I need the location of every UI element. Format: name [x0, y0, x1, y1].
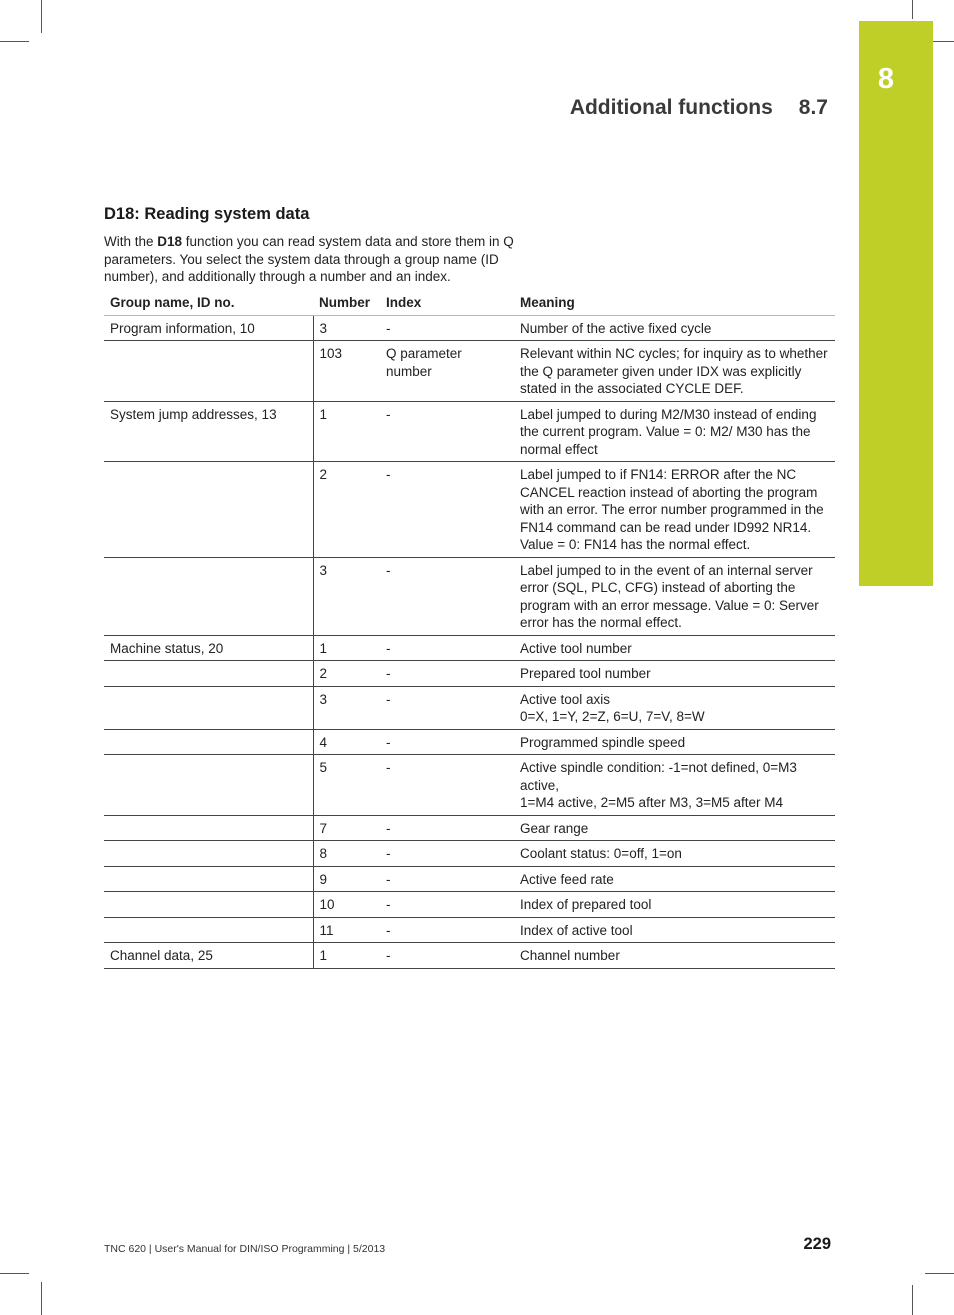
cell-group: [104, 892, 313, 918]
cell-meaning: Gear range: [514, 815, 835, 841]
cell-index: -: [380, 635, 514, 661]
cell-number: 10: [313, 892, 380, 918]
cell-number: 3: [313, 686, 380, 729]
header-group: Group name, ID no.: [104, 292, 313, 315]
table-row: [104, 815, 835, 841]
table-row: [104, 892, 835, 918]
header-meaning: Meaning: [514, 292, 835, 315]
cell-group: [104, 841, 313, 867]
header-number: Number: [313, 292, 380, 315]
table-row: [104, 401, 835, 462]
crop-mark: [912, 0, 913, 19]
cell-number: 11: [313, 917, 380, 943]
cell-index: -: [380, 943, 514, 969]
table-row: [104, 557, 835, 635]
cell-index: -: [380, 462, 514, 558]
cell-meaning: Relevant within NC cycles; for inquiry as to whether the Q parameter given under IDX was explicitly stated in the associated CYCLE DEF.: [514, 341, 835, 402]
cell-group: [104, 866, 313, 892]
cell-index: -: [380, 892, 514, 918]
cell-group: System jump addresses, 13: [104, 401, 313, 462]
cell-number: 8: [313, 841, 380, 867]
crop-mark: [912, 1285, 913, 1315]
cell-index: -: [380, 401, 514, 462]
cell-number: 2: [313, 661, 380, 687]
chapter-number: 8: [877, 63, 895, 95]
cell-group: [104, 755, 313, 816]
crop-mark: [41, 1282, 42, 1315]
cell-group: Program information, 10: [104, 315, 313, 341]
cell-index: Q parameter number: [380, 341, 514, 402]
cell-number: 5: [313, 755, 380, 816]
cell-group: [104, 686, 313, 729]
system-data-table: [104, 292, 835, 969]
meaning-line: Active tool axis: [520, 691, 611, 707]
cell-meaning: [514, 755, 835, 816]
table-row: [104, 462, 835, 558]
cell-meaning: Active tool number: [514, 635, 835, 661]
table-row: [104, 729, 835, 755]
cell-number: 1: [313, 635, 380, 661]
cell-index: -: [380, 815, 514, 841]
cell-number: 1: [313, 401, 380, 462]
table-row: [104, 866, 835, 892]
table-row: [104, 841, 835, 867]
table-row: [104, 917, 835, 943]
cell-group: Machine status, 20: [104, 635, 313, 661]
table-row: [104, 341, 835, 402]
table-row: [104, 661, 835, 687]
cell-group: [104, 917, 313, 943]
header-index: Index: [380, 292, 514, 315]
cell-index: -: [380, 557, 514, 635]
chapter-tab: [859, 21, 933, 586]
meaning-line: Active spindle condition: -1=not defined, 0=M3 active,: [520, 760, 797, 793]
intro-post: function you can read system data and store them in Q parameters. You select the system data through a group name (ID number), and additionally through a number and an index.: [104, 234, 514, 284]
cell-group: [104, 462, 313, 558]
table-header-row: [104, 292, 835, 315]
intro-pre: With the: [104, 234, 158, 249]
header-section: 8.7: [798, 96, 828, 119]
crop-mark: [41, 0, 42, 33]
crop-mark: [0, 41, 29, 42]
cell-meaning: Index of active tool: [514, 917, 835, 943]
cell-meaning: Index of prepared tool: [514, 892, 835, 918]
cell-group: Channel data, 25: [104, 943, 313, 969]
cell-meaning: Label jumped to in the event of an internal server error (SQL, PLC, CFG) instead of aborting the program with an error message. Value = 0: Server error has the normal effect.: [514, 557, 835, 635]
cell-number: 9: [313, 866, 380, 892]
footer-text: TNC 620 | User's Manual for DIN/ISO Programming | 5/2013: [104, 1243, 386, 1255]
cell-index: -: [380, 729, 514, 755]
meaning-line: 0=X, 1=Y, 2=Z, 6=U, 7=V, 8=W: [520, 709, 705, 724]
cell-number: 4: [313, 729, 380, 755]
cell-number: 103: [313, 341, 380, 402]
section-title: D18: Reading system data: [104, 205, 310, 223]
crop-mark: [925, 1273, 954, 1274]
cell-meaning: Number of the active fixed cycle: [514, 315, 835, 341]
intro-paragraph: [104, 233, 544, 286]
running-header: [520, 96, 828, 120]
cell-group: [104, 729, 313, 755]
cell-index: -: [380, 841, 514, 867]
cell-meaning: [514, 686, 835, 729]
cell-meaning: Programmed spindle speed: [514, 729, 835, 755]
cell-meaning: Label jumped to during M2/M30 instead of ending the current program. Value = 0: M2/ M30 has the normal effect: [514, 401, 835, 462]
cell-meaning: Label jumped to if FN14: ERROR after the NC CANCEL reaction instead of aborting the program with an error. The error number programmed in the FN14 command can be read under ID992 NR14. Value = 0: FN14 has the normal effect.: [514, 462, 835, 558]
cell-number: 3: [313, 557, 380, 635]
table-row: [104, 315, 835, 341]
cell-group: [104, 341, 313, 402]
cell-index: -: [380, 755, 514, 816]
crop-mark: [0, 1273, 29, 1274]
table-row: [104, 686, 835, 729]
cell-meaning: Channel number: [514, 943, 835, 969]
cell-number: 1: [313, 943, 380, 969]
cell-group: [104, 661, 313, 687]
cell-index: -: [380, 866, 514, 892]
meaning-line: 1=M4 active, 2=M5 after M3, 3=M5 after M4: [520, 795, 783, 810]
cell-meaning: Prepared tool number: [514, 661, 835, 687]
cell-number: 2: [313, 462, 380, 558]
cell-index: -: [380, 686, 514, 729]
header-title: Additional functions: [569, 96, 773, 119]
page-number: 229: [803, 1235, 831, 1253]
cell-number: 3: [313, 315, 380, 341]
cell-index: -: [380, 315, 514, 341]
cell-index: -: [380, 661, 514, 687]
table-row: [104, 755, 835, 816]
cell-meaning: Coolant status: 0=off, 1=on: [514, 841, 835, 867]
table-row: [104, 943, 835, 969]
intro-bold: D18: [157, 234, 183, 249]
cell-number: 7: [313, 815, 380, 841]
cell-group: [104, 557, 313, 635]
cell-group: [104, 815, 313, 841]
cell-meaning: Active feed rate: [514, 866, 835, 892]
table-row: [104, 635, 835, 661]
cell-index: -: [380, 917, 514, 943]
